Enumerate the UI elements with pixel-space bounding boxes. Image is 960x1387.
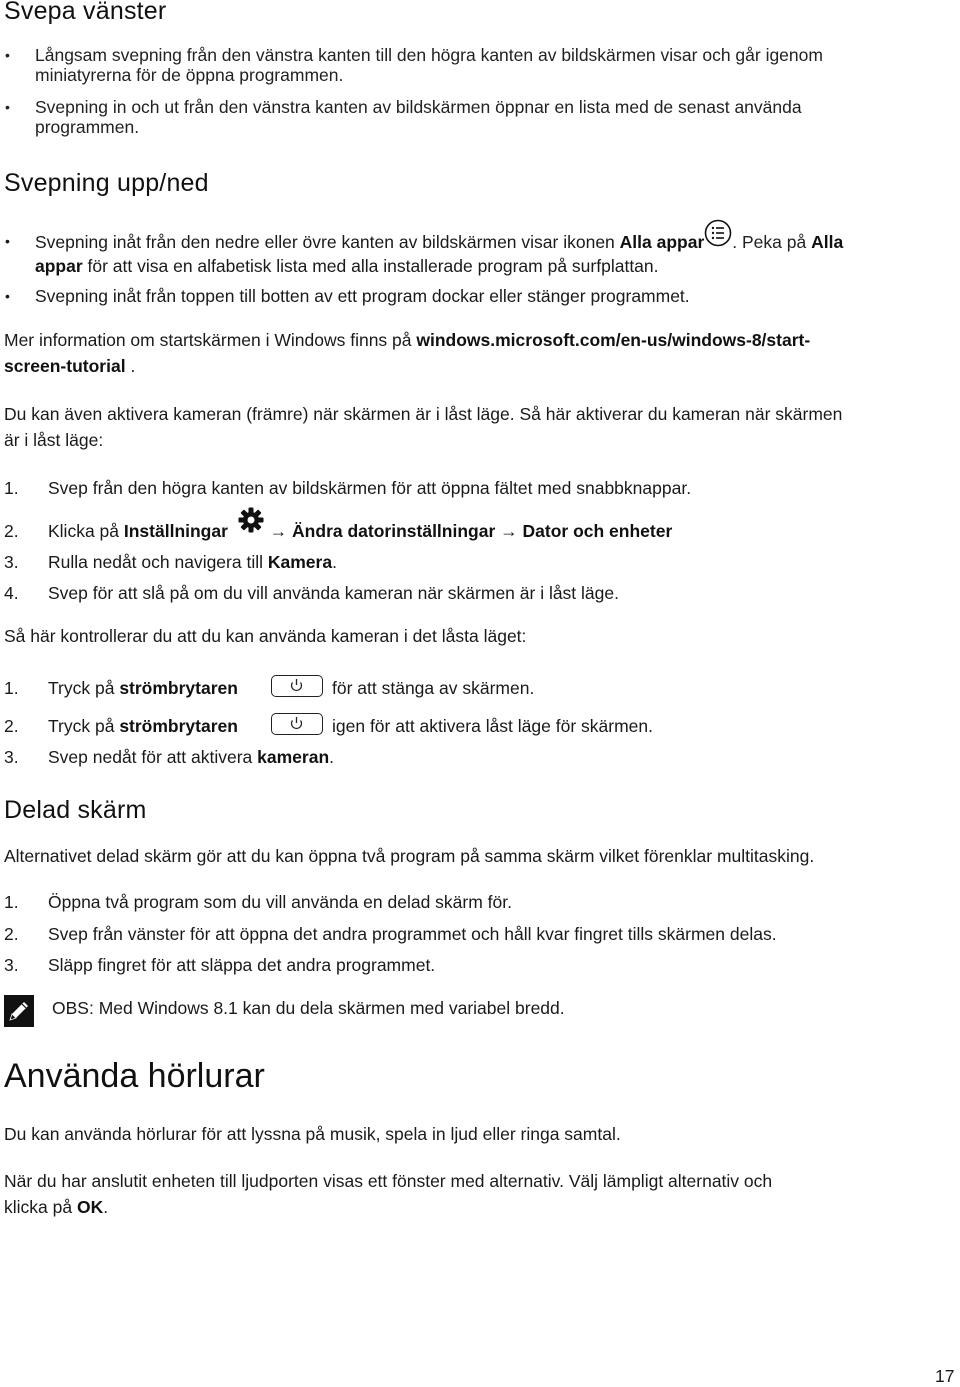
list-item <box>4 889 512 915</box>
bold-text: strömbrytaren <box>119 716 238 736</box>
step-text: Svep från den högra kanten av bildskärmen för att öppna fältet med snabbknappar. <box>48 478 692 498</box>
text: för att visa en alfabetisk lista med alla installerade program på surfplattan. <box>82 256 659 276</box>
list-item <box>4 549 337 575</box>
gear-icon <box>237 506 265 541</box>
bold-text: Alla appar <box>619 232 705 252</box>
power-icon <box>271 675 323 697</box>
step-number: 4. <box>4 583 19 603</box>
step-text: Släpp fingret för att släppa det andra programmet. <box>48 955 436 975</box>
heading-svepning-upp-ned: Svepning upp/ned <box>4 169 209 197</box>
text: Mer information om startskärmen i Windows finns på <box>4 330 417 350</box>
bold-text: OK <box>76 1197 104 1217</box>
list-item <box>4 713 238 739</box>
bullet: • <box>5 288 10 304</box>
list-item <box>5 283 690 309</box>
power-icon <box>271 713 323 735</box>
more-info-paragraph <box>4 327 954 379</box>
text: Svep nedåt för att aktivera <box>48 747 258 767</box>
bold-text: appar <box>35 256 83 276</box>
heading-svepa-vanster: Svepa vänster <box>4 0 167 25</box>
list-item <box>4 952 436 978</box>
check-intro: Så här kontrollerar du att du kan använda kameran i det låsta läget: <box>4 626 527 646</box>
list-item <box>5 42 955 88</box>
text: . <box>329 747 335 767</box>
text: Svepning inåt från den nedre eller övre kanten av bildskärmen visar ikonen <box>35 232 620 252</box>
headphones-paragraph <box>4 1168 954 1220</box>
bold-text: kameran <box>257 747 330 767</box>
text: klicka på <box>4 1197 77 1217</box>
list-item <box>4 475 692 501</box>
text: . <box>103 1197 109 1217</box>
step-number: 1. <box>4 892 19 912</box>
step-number: 1. <box>4 478 19 498</box>
step-text: Svep för att slå på om du vill använda kameran när skärmen är i låst läge. <box>48 583 619 603</box>
note-text <box>52 995 565 1021</box>
text: Klicka på <box>48 521 124 541</box>
step-number: 2. <box>4 716 19 736</box>
bold-text: Inställningar <box>123 521 228 541</box>
step-number: 3. <box>4 747 19 767</box>
text: När du har anslutit enheten till ljudporten visas ett fönster med alternativ. Välj lämpligt alternativ och <box>4 1171 773 1191</box>
note-label: OBS: <box>52 998 94 1018</box>
text: Du kan även aktivera kameran (främre) när skärmen är i låst läge. Så här aktiverar du kameran när skärmen <box>4 404 843 424</box>
text: . Peka på <box>732 232 812 252</box>
step-number: 1. <box>4 678 19 698</box>
text: . <box>332 552 337 572</box>
step-number: 2. <box>4 924 19 944</box>
list-item <box>5 229 960 279</box>
bold-text: Kamera <box>267 552 333 572</box>
bullet: • <box>5 233 10 249</box>
list-item <box>4 518 673 544</box>
text: är i låst läge: <box>4 430 104 450</box>
list-item <box>4 675 238 701</box>
pencil-note-icon <box>4 995 34 1032</box>
step-number: 3. <box>4 955 19 975</box>
bold-text: Dator och enheter <box>522 521 673 541</box>
url-link[interactable]: screen-tutorial <box>4 356 126 376</box>
bold-text: strömbrytaren <box>119 678 238 698</box>
step-text: Öppna två program som du vill använda en delad skärm för. <box>48 892 512 912</box>
step-number: 3. <box>4 552 19 572</box>
text: . <box>130 356 136 376</box>
list-item <box>5 94 955 140</box>
step-text: för att stänga av skärmen. <box>332 678 535 698</box>
list-icon <box>704 219 732 254</box>
list-item-line: Svepning in och ut från den vänstra kanten av bildskärmen öppnar en lista med de senast använda <box>35 97 802 117</box>
bullet: • <box>5 99 10 115</box>
url-link[interactable]: windows.microsoft.com/en-us/windows-8/start- <box>416 330 811 350</box>
list-item <box>4 921 777 947</box>
arrow-icon: → <box>269 521 288 541</box>
split-screen-intro: Alternativet delad skärm gör att du kan öppna två program på samma skärm vilket förenklar multitasking. <box>4 846 815 866</box>
text: Tryck på <box>48 678 120 698</box>
text: Med Windows 8.1 kan du dela skärmen med variabel bredd. <box>93 998 565 1018</box>
heading-anvanda-horlurar: Använda hörlurar <box>4 1057 265 1095</box>
headphones-paragraph: Du kan använda hörlurar för att lyssna på musik, spela in ljud eller ringa samtal. <box>4 1124 621 1144</box>
text: Rulla nedåt och navigera till <box>48 552 268 572</box>
step-text: igen för att aktivera låst läge för skärmen. <box>332 716 653 736</box>
list-item-line: Långsam svepning från den vänstra kanten till den högra kanten av bildskärmen visar och går igenom <box>35 45 823 65</box>
page-number: 17 <box>935 1366 955 1386</box>
heading-delad-skarm: Delad skärm <box>4 796 147 824</box>
step-number: 2. <box>4 521 19 541</box>
list-item-line: miniatyrerna för de öppna programmen. <box>35 65 344 85</box>
arrow-icon: → <box>500 521 518 541</box>
bullet: • <box>5 47 10 63</box>
text: Tryck på <box>48 716 120 736</box>
camera-intro <box>4 401 959 453</box>
list-item <box>4 580 619 606</box>
step-text: Svep från vänster för att öppna det andra programmet och håll kvar fingret tills skärmen delas. <box>48 924 777 944</box>
list-item-line: programmen. <box>35 117 140 137</box>
bold-text: Alla <box>811 232 844 252</box>
list-item <box>4 744 335 770</box>
list-item-text: Svepning inåt från toppen till botten av ett program dockar eller stänger programmet. <box>35 286 690 306</box>
bold-text: Ändra datorinställningar <box>292 521 496 541</box>
